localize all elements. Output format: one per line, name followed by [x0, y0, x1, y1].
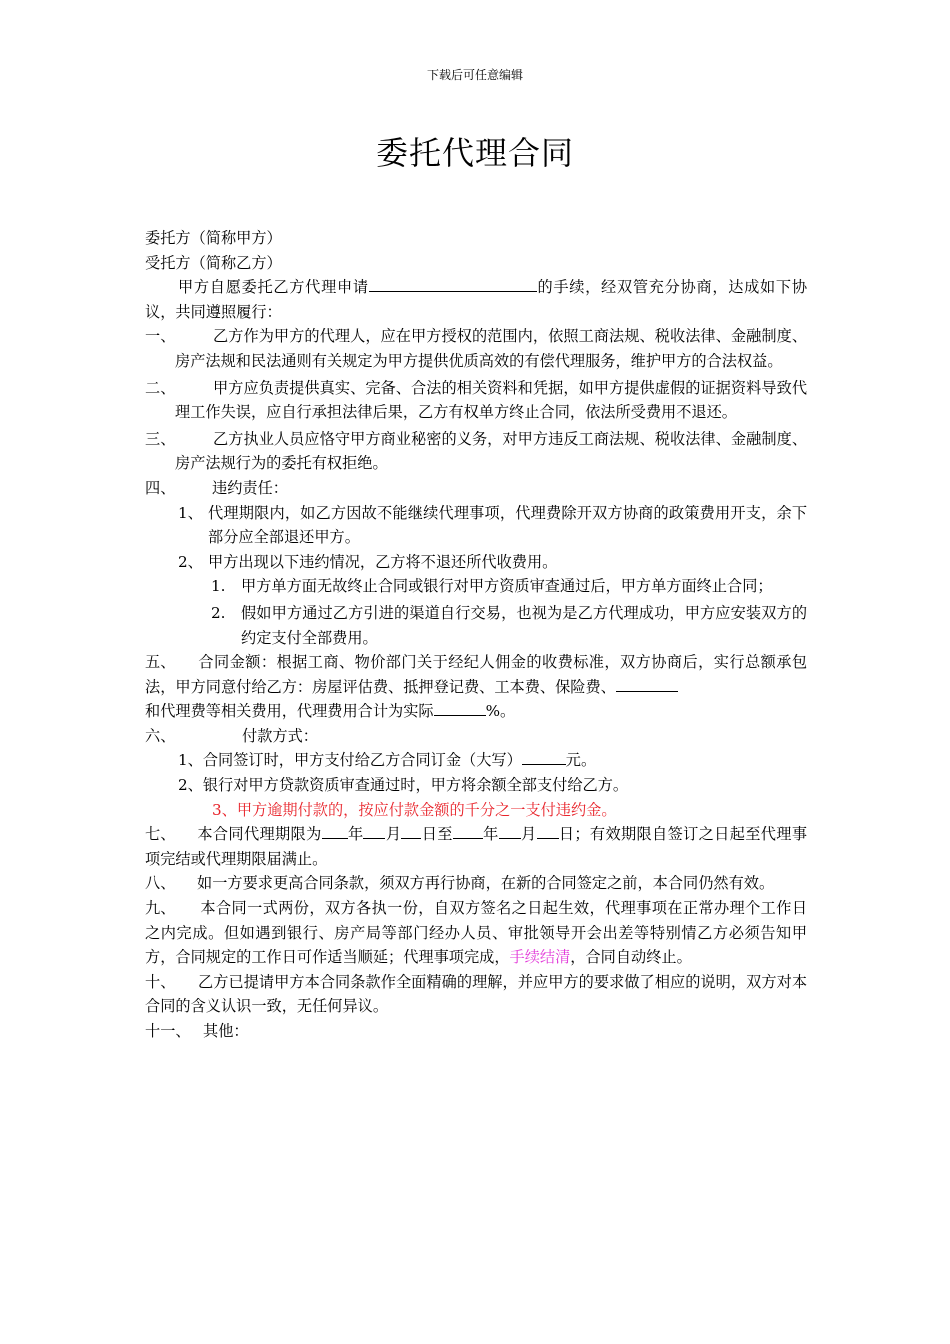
- payment-item-2: 2、银行对甲方贷款资质审查通过时，甲方将余额全部支付给乙方。: [178, 776, 629, 795]
- payment-item-1: [145, 748, 807, 773]
- clause-text: 甲方应负责提供真实、完备、合法的相关资料和凭据，如甲方提供虚假的证据资料导致代理工作失误，应自行承担法律后果，乙方有权单方终止合同，依法所受费用不退还。: [175, 378, 807, 422]
- clause-4-sub-2-2: [145, 601, 807, 650]
- clause-text-b: 和代理费等相关费用，代理费用合计为实际: [145, 702, 434, 721]
- clause-text-a: 本合同一式两份，双方各执一份，自双方签名之日起生效，代理事项在正常办理个工作日之内完成。但如遇到银行、房产局等部门经办人员、审批领导开会出差等特别情乙方必须告知甲方，合同规定的工作日可作适当顺延；代理事项完成，: [145, 899, 807, 967]
- term-tail: 日；有效期限自签订之日起至代理事项完结或代理期限届满止。: [145, 825, 807, 868]
- clause-11: [145, 1019, 807, 1044]
- clause-number: 十、: [145, 972, 176, 991]
- agent-line: 受托方（简称乙方）: [145, 253, 282, 272]
- percent-blank: [434, 699, 486, 716]
- fee-blank: [616, 675, 678, 692]
- clause-number: 四、: [145, 478, 176, 497]
- end-day-blank: [537, 822, 559, 839]
- contract-body: [145, 226, 807, 1044]
- payment-text-b: 元。: [565, 751, 597, 770]
- clause-number: 一、: [145, 327, 176, 346]
- year-label: 年: [347, 825, 364, 844]
- clause-5: [145, 650, 807, 699]
- clause-8: [145, 871, 807, 896]
- payment-item-3: 3、甲方逾期付款的，按应付款金额的千分之一支付违约金。: [212, 800, 617, 819]
- header-note: 下载后可任意编辑: [426, 68, 523, 82]
- sub-number: 1.: [211, 577, 226, 596]
- clause-number: 六、: [145, 726, 176, 745]
- year-label: 年: [482, 825, 499, 844]
- clause-heading: 付款方式：: [242, 726, 318, 745]
- sub-text: 假如甲方通过乙方引进的渠道自行交易，也视为是乙方代理成功，甲方应安装双方的约定支付全部费用。: [241, 603, 807, 647]
- sub-number: 2.: [211, 603, 226, 622]
- clause-number: 九、: [145, 899, 176, 918]
- deposit-blank: [522, 748, 566, 765]
- clause-10: [145, 970, 807, 1019]
- clause-text: 其他：: [203, 1022, 249, 1040]
- start-day-blank: [401, 822, 421, 839]
- clause-text: 乙方作为甲方的代理人，应在甲方授权的范围内，依照工商法规、税收法律、金融制度、房产法规和民法通则有关规定为甲方提供优质高效的有偿代理服务，维护甲方的合法权益。: [175, 327, 807, 370]
- clause-text: 乙方已提请甲方本合同条款作全面精确的理解，并应甲方的要求做了相应的说明，双方对本合同的含义认识一致，无任何异议。: [145, 972, 807, 1016]
- intro-text-b: 的手续，经双管充分协商，达成如下协议，共同遵照履行：: [145, 278, 808, 321]
- start-year-blank: [322, 822, 348, 839]
- clause-text: 如一方要求更高合同条款，须双方再行协商，在新的合同签定之前，本合同仍然有效。: [197, 874, 775, 893]
- sub-text: 代理期限内，如乙方因故不能继续代理事项，代理费除开双方协商的政策费用开支，余下部分应全部退还甲方。: [208, 503, 807, 547]
- intro-paragraph: [145, 275, 807, 324]
- start-month-blank: [363, 822, 385, 839]
- term-lead: 本合同代理期限为: [197, 825, 322, 844]
- clause-4-heading: [145, 476, 807, 501]
- clause-2: [145, 376, 807, 425]
- clause-9: [145, 896, 807, 970]
- clause-number: 五、: [145, 653, 176, 672]
- end-year-blank: [453, 822, 483, 839]
- payment-text-a: 1、合同签订时，甲方支付给乙方合同订金（大写）: [178, 751, 522, 770]
- end-month-blank: [499, 822, 521, 839]
- clause-number: 二、: [145, 378, 176, 397]
- principal-line: 委托方（简称甲方）: [145, 229, 282, 247]
- day-label: 日至: [421, 825, 453, 844]
- clause-5-cont: [145, 699, 807, 724]
- clause-4-sub-2-1: [145, 574, 807, 599]
- clause-4-sub-1: [145, 501, 807, 550]
- intro-text-a: 甲方自愿委托乙方代理申请: [178, 278, 369, 297]
- clause-number: 十一、: [145, 1022, 191, 1040]
- clause-text: 乙方执业人员应恪守甲方商业秘密的义务，对甲方违反工商法规、税收法律、金融制度、房产法规行为的委托有权拒绝。: [175, 429, 807, 473]
- sub-text: 甲方单方面无故终止合同或银行对甲方资质审查通过后，甲方单方面终止合同；: [241, 577, 773, 596]
- clause-6-heading: [145, 724, 807, 749]
- sub-number: 2、: [178, 552, 203, 571]
- clause-7: [145, 822, 807, 871]
- month-label: 月: [385, 825, 402, 844]
- month-label: 月: [520, 825, 537, 844]
- clause-1: [145, 324, 807, 373]
- clause-text-b: ，合同自动终止。: [570, 948, 692, 967]
- highlight-text: 手续结清: [509, 948, 571, 967]
- clause-number: 三、: [145, 429, 176, 448]
- sub-number: 1、: [178, 503, 203, 522]
- clause-3: [145, 427, 807, 476]
- clause-text-a: 合同金额：根据工商、物价部门关于经纪人佣金的收费标准，双方协商后，实行总额承包法，甲方同意付给乙方：房屋评估费、抵押登记费、工本费、保险费、: [145, 653, 807, 696]
- application-blank: [369, 275, 537, 292]
- sub-text: 甲方出现以下违约情况，乙方将不退还所代收费用。: [208, 552, 558, 571]
- document-title: 委托代理合同: [375, 134, 574, 172]
- clause-4-sub-2: [145, 550, 807, 575]
- clause-number: 八、: [145, 874, 176, 893]
- clause-heading: 违约责任：: [212, 478, 288, 497]
- clause-text-c: %。: [485, 702, 516, 721]
- clause-number: 七、: [145, 825, 176, 844]
